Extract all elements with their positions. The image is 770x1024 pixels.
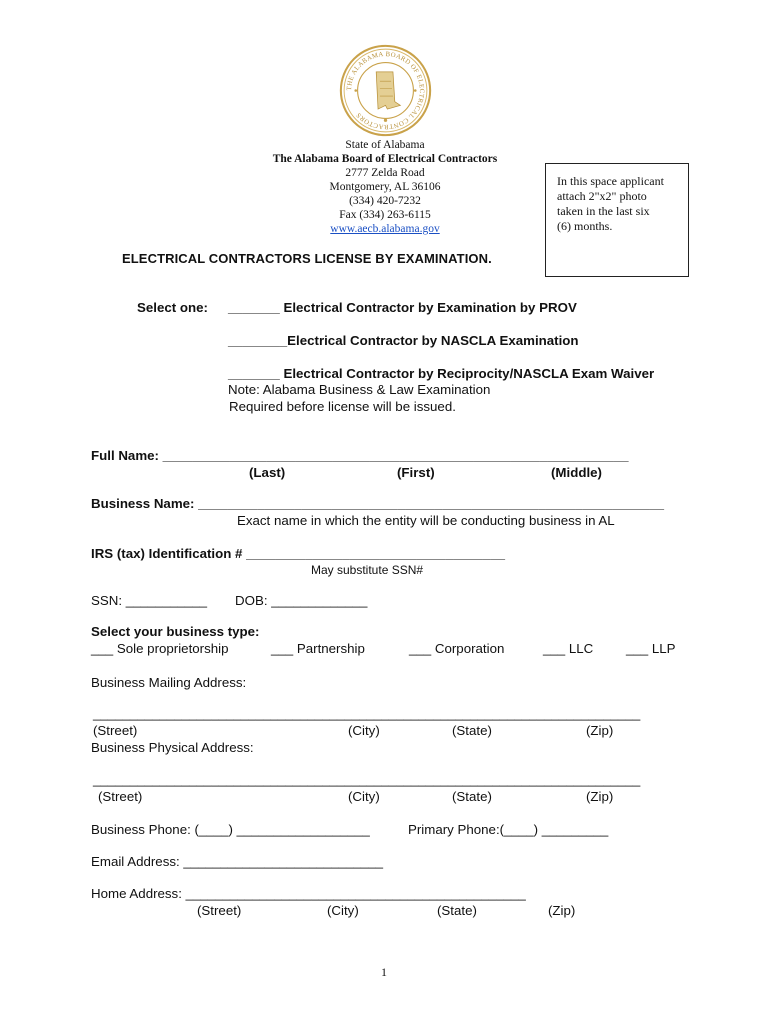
option-prov-exam[interactable]: _______ Electrical Contractor by Examination by PROV <box>228 300 577 315</box>
irs-field[interactable]: ___________________________________ <box>246 546 505 561</box>
physical-address-label: Business Physical Address: <box>91 740 254 755</box>
business-phone-field[interactable]: Business Phone: (____) __________________ <box>91 822 370 837</box>
header-phone: (334) 420-7232 <box>349 195 421 207</box>
dob-field[interactable]: DOB: _____________ <box>235 593 368 608</box>
photo-box <box>545 163 689 277</box>
photo-instruction-4: (6) months. <box>557 219 613 233</box>
physical-city-caption: (City) <box>348 789 380 804</box>
type-partnership[interactable]: ___ Partnership <box>271 641 365 656</box>
home-zip-caption: (Zip) <box>548 903 576 918</box>
board-seal-logo <box>339 44 432 137</box>
type-sole-proprietorship[interactable]: ___ Sole proprietorship <box>91 641 229 656</box>
full-name-row <box>91 448 629 463</box>
email-field[interactable]: Email Address: ___________________________ <box>91 854 384 869</box>
header-state: State of Alabama <box>345 139 425 151</box>
header-city: Montgomery, AL 36106 <box>329 181 441 193</box>
header-fax: Fax (334) 263-6115 <box>339 209 431 221</box>
physical-address-field[interactable]: __________________________________________________________________________ <box>93 772 641 787</box>
form-title: ELECTRICAL CONTRACTORS LICENSE BY EXAMINATION. <box>122 251 492 266</box>
mailing-address-field[interactable]: __________________________________________________________________________ <box>93 706 641 721</box>
select-one-label: Select one: <box>137 300 208 315</box>
header-street: 2777 Zelda Road <box>345 167 425 179</box>
business-name-label: Business Name: <box>91 496 199 511</box>
business-name-field[interactable]: _______________________________________________________________ <box>198 496 665 511</box>
home-state-caption: (State) <box>437 903 477 918</box>
header-board-name: The Alabama Board of Electrical Contractors <box>272 153 498 165</box>
full-name-label: Full Name: <box>91 448 163 463</box>
irs-hint: May substitute SSN# <box>311 563 424 577</box>
photo-instruction-3: taken in the last six <box>557 204 650 218</box>
irs-row <box>91 546 505 561</box>
mailing-zip-caption: (Zip) <box>586 723 614 738</box>
website-link[interactable]: www.aecb.alabama.gov <box>330 223 440 235</box>
business-name-hint: Exact name in which the entity will be conducting business in AL <box>237 513 615 528</box>
full-name-middle-caption: (Middle) <box>551 465 602 480</box>
exam-note-1: Note: Alabama Business & Law Examination <box>228 382 491 397</box>
mailing-street-caption: (Street) <box>93 723 138 738</box>
photo-instruction-2: attach 2"x2" photo <box>557 189 647 203</box>
full-name-field[interactable]: _______________________________________________________________ <box>162 448 629 463</box>
mailing-city-caption: (City) <box>348 723 380 738</box>
header-website-row <box>240 222 530 236</box>
type-llp[interactable]: ___ LLP <box>626 641 676 656</box>
photo-instruction-1: In this space applicant <box>557 174 664 188</box>
home-address-field[interactable]: Home Address: ______________________________________________ <box>91 886 526 901</box>
option-nascla-exam[interactable]: ________Electrical Contractor by NASCLA Examination <box>228 333 579 348</box>
full-name-last-caption: (Last) <box>249 465 286 480</box>
ssn-field[interactable]: SSN: ___________ <box>91 593 208 608</box>
primary-phone-field[interactable]: Primary Phone:(____) _________ <box>408 822 609 837</box>
mailing-state-caption: (State) <box>452 723 492 738</box>
physical-zip-caption: (Zip) <box>586 789 614 804</box>
irs-label: IRS (tax) Identification # <box>91 546 247 561</box>
option-reciprocity[interactable]: _______ Electrical Contractor by Reciprocity/NASCLA Exam Waiver <box>228 366 655 381</box>
seal-ring-text: THE ALABAMA BOARD OF ELECTRICAL CONTRACTORS <box>346 51 425 130</box>
mailing-address-label: Business Mailing Address: <box>91 675 247 690</box>
exam-note-2: Required before license will be issued. <box>229 399 456 414</box>
type-llc[interactable]: ___ LLC <box>543 641 594 656</box>
physical-state-caption: (State) <box>452 789 492 804</box>
page-number: 1 <box>381 965 387 979</box>
type-corporation[interactable]: ___ Corporation <box>409 641 505 656</box>
home-street-caption: (Street) <box>197 903 242 918</box>
home-city-caption: (City) <box>327 903 359 918</box>
physical-street-caption: (Street) <box>98 789 143 804</box>
business-type-label: Select your business type: <box>91 624 260 639</box>
full-name-first-caption: (First) <box>397 465 435 480</box>
business-name-row <box>91 496 664 511</box>
